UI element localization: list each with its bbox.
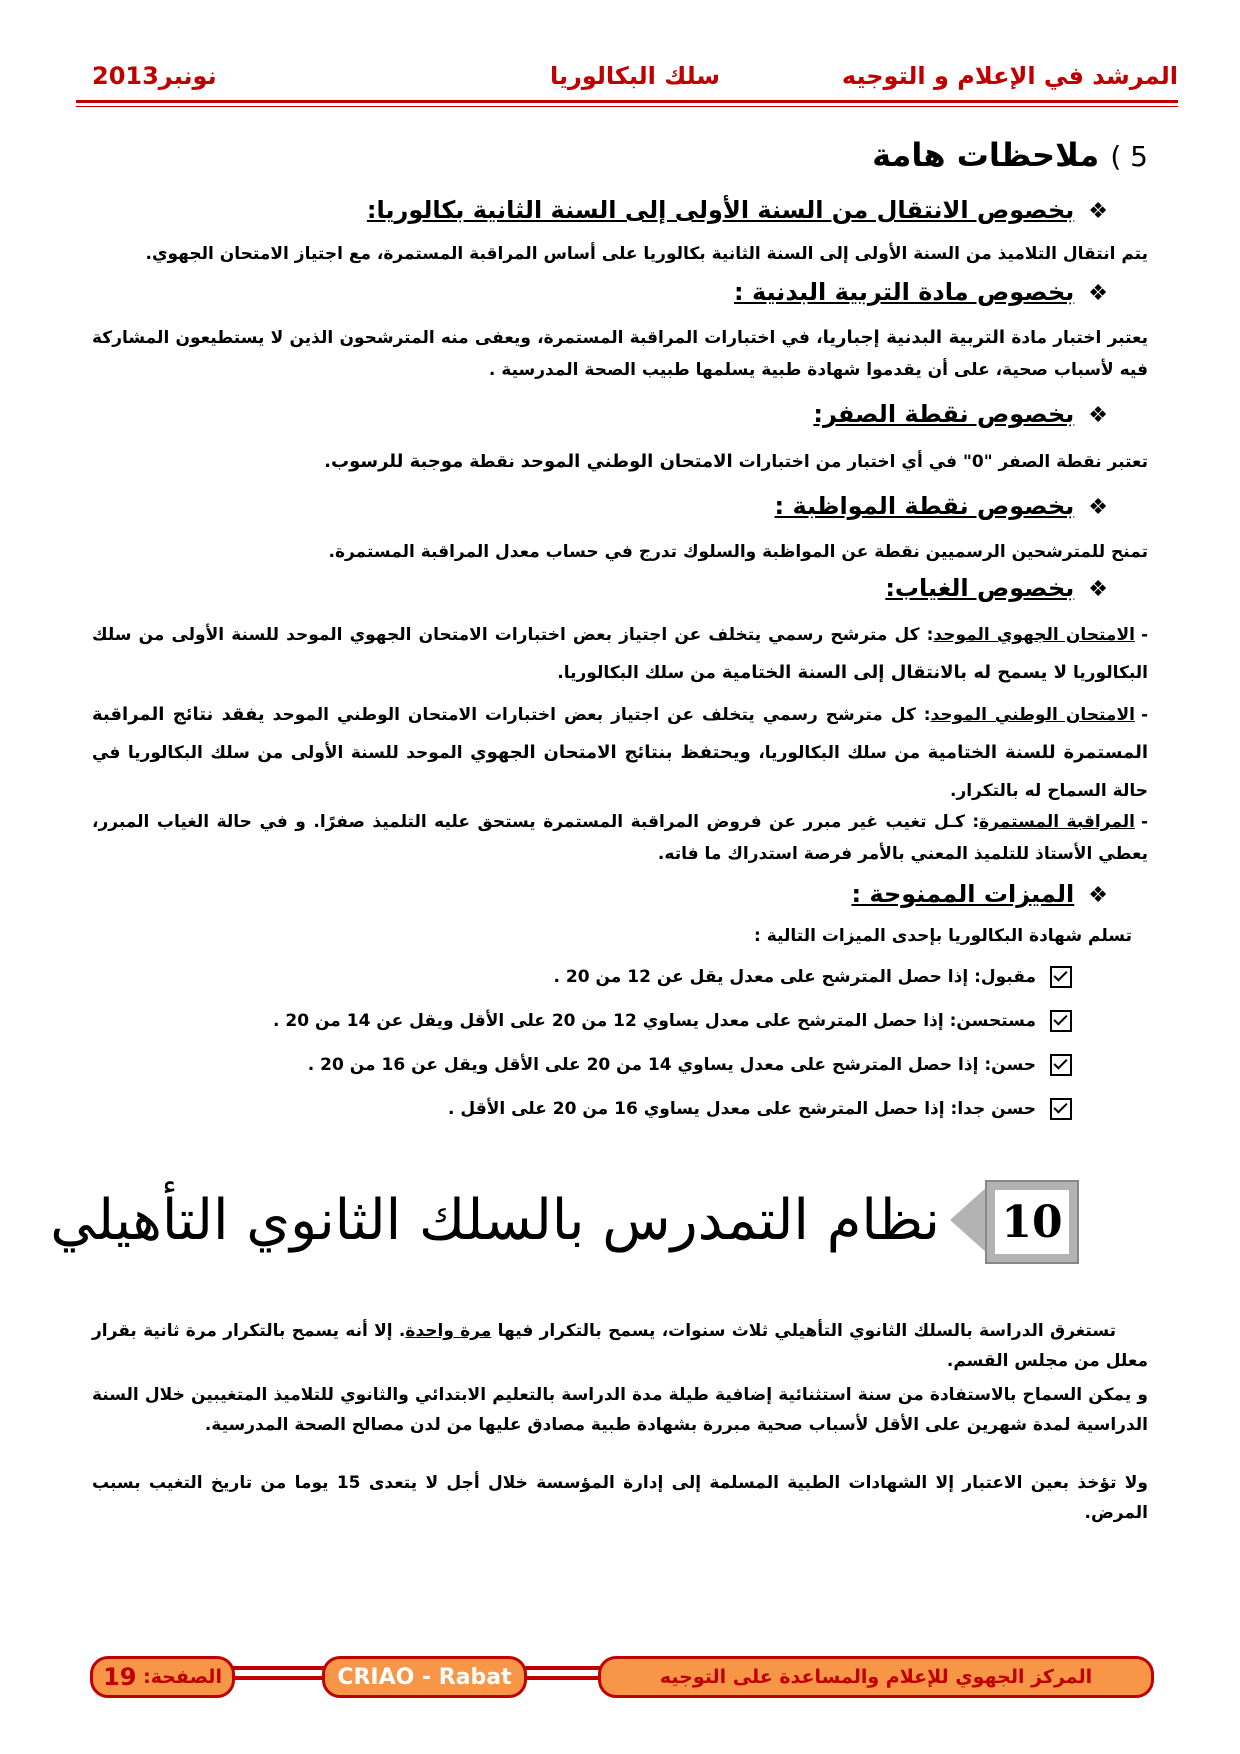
text-emphasis: لا يسمح له بالانتقال إلى السنة الختامية bbox=[721, 662, 1068, 683]
subheading-text: بخصوص نقطة الصفر: bbox=[813, 400, 1075, 428]
chapter-arrow-icon bbox=[950, 1186, 988, 1254]
diamond-bullet-icon: ❖ bbox=[1088, 281, 1108, 306]
diamond-bullet-icon: ❖ bbox=[1088, 577, 1108, 602]
chapter-title: نظام التمدرس بالسلك الثانوي التأهيلي bbox=[50, 1188, 940, 1253]
paragraph-medical-certificates: ولا تؤخذ بعين الاعتبار إلا الشهادات الطبية المسلمة إلى إدارة المؤسسة خلال أجل لا يتعدى 15 يوما من تاريخ التغيب بسبب المرض. bbox=[92, 1473, 1148, 1523]
header-guide-title: المرشد في الإعلام و التوجيه bbox=[841, 62, 1178, 90]
footer-line bbox=[520, 1666, 600, 1670]
paragraph-pe bbox=[92, 322, 1148, 386]
section-number: 5 ) bbox=[1110, 140, 1148, 173]
paragraph-attendance: تمنح للمترشحين الرسميين نقطة عن المواظبة والسلوك تدرج في حساب معدل المراقبة المستمرة. bbox=[328, 542, 1148, 562]
subheading-text: بخصوص الانتقال من السنة الأولى إلى السنة الثانية بكالوريا: bbox=[366, 196, 1075, 224]
mentions-list bbox=[92, 960, 1072, 1126]
diamond-bullet-icon: ❖ bbox=[1088, 495, 1108, 520]
subheading-pe bbox=[92, 278, 1108, 306]
paragraph-exceptional-year: و يمكن السماح بالاستفادة من سنة استثنائية إضافية طيلة مدة الدراسة بالتعليم الابتدائي والثانوي للتلاميذ المتغيبين خلال السنة الدراسية لمدة شهرين على الأقل لأسباب صحية مبررة بشهادة طبية مصادق عليها من لدن مصالح الصحة المدرسية. bbox=[92, 1385, 1148, 1435]
text-run: يعتبر اختبار مادة bbox=[1011, 328, 1148, 348]
paragraph-schooling-duration bbox=[92, 1316, 1148, 1376]
subheading-absence bbox=[92, 574, 1108, 602]
paragraph-absence-continuous bbox=[92, 806, 1148, 870]
paragraph-zero bbox=[92, 446, 1148, 478]
list-item bbox=[92, 1048, 1072, 1082]
chapter-number: 10 bbox=[995, 1190, 1069, 1254]
footer-line bbox=[225, 1666, 325, 1670]
paragraph-mentions-intro: تسلم شهادة البكالوريا بإحدى الميزات التالية : bbox=[754, 926, 1132, 946]
paragraph-absence-national bbox=[92, 696, 1148, 810]
list-item-text: مقبول: إذا حصل المترشح على معدل يقل عن 12 من 20 . bbox=[553, 967, 1036, 987]
footer-center-name: المركز الجهوي للإعلام والمساعدة على التوجيه bbox=[598, 1656, 1154, 1698]
subheading-text: بخصوص الغياب: bbox=[885, 574, 1075, 602]
subheading-transition bbox=[92, 196, 1108, 224]
checkbox-checked-icon bbox=[1050, 1098, 1072, 1120]
section-title-text: ملاحظات هامة bbox=[872, 136, 1100, 174]
checkbox-checked-icon bbox=[1050, 1054, 1072, 1076]
list-item-text: مستحسن: إذا حصل المترشح على معدل يساوي 12 من 20 على الأقل ويقل عن 14 من 20 . bbox=[273, 1011, 1036, 1031]
text-run: تستغرق الدراسة بالسلك الثانوي التأهيلي ثلاث سنوات، يسمح بالتكرار فيها bbox=[497, 1321, 1117, 1341]
footer-page-box bbox=[90, 1656, 235, 1698]
footer-line bbox=[520, 1676, 600, 1680]
footer-line bbox=[225, 1676, 325, 1680]
checkbox-checked-icon bbox=[1050, 966, 1072, 988]
subheading-text: بخصوص مادة التربية البدنية : bbox=[734, 278, 1075, 306]
text-run: : كل مترشح رسمي يتخلف عن اجتياز بعض اختبارات الامتحان الوطني الموحد bbox=[272, 705, 931, 725]
text-emphasis: موجبة للرسوب. bbox=[324, 451, 464, 472]
text-label: المراقبة المستمرة bbox=[979, 812, 1135, 832]
text-run: نقطة bbox=[469, 452, 515, 472]
header-cycle-title: سلك البكالوريا bbox=[549, 62, 721, 90]
diamond-bullet-icon: ❖ bbox=[1088, 199, 1108, 224]
chapter-number-box bbox=[985, 1180, 1079, 1264]
subheading-text: الميزات الممنوحة : bbox=[851, 880, 1075, 908]
list-item bbox=[92, 1092, 1072, 1126]
text-run: من سلك البكالوريا، bbox=[758, 743, 921, 763]
diamond-bullet-icon: ❖ bbox=[1088, 883, 1108, 908]
dash-bullet-icon: - bbox=[1140, 812, 1148, 832]
footer-page-label: الصفحة: bbox=[143, 1666, 222, 1688]
text-run: . إلا أنه يسمح بالتكرار مرة ثانية بقرار معلل من مجلس القسم. bbox=[92, 1321, 1148, 1371]
header-divider bbox=[76, 100, 1178, 103]
footer-org-code: CRIAO - Rabat bbox=[322, 1656, 527, 1698]
text-run: تعتبر نقطة الصفر "0" في أي اختبار من اختبارات bbox=[738, 452, 1148, 472]
section-title bbox=[92, 136, 1148, 174]
dash-bullet-icon: - bbox=[1140, 625, 1148, 645]
footer-page-number: 19 bbox=[103, 1663, 137, 1691]
paragraph-absence-regional bbox=[92, 616, 1148, 692]
dash-bullet-icon: - bbox=[1140, 705, 1149, 725]
text-emphasis: يفقد نتائج المراقبة المستمرة للسنة الختامية bbox=[92, 704, 1149, 763]
paragraph-transition: يتم انتقال التلاميذ من السنة الأولى إلى السنة الثانية بكالوريا على أساس المراقبة المستمرة، مع اجتياز الامتحان الجهوي. bbox=[145, 244, 1148, 264]
header-date: نونبر2013 bbox=[92, 62, 217, 90]
text-run: الموحد للسنة الأولى من سلك البكالوريا في حالة السماح له بالتكرار. bbox=[92, 743, 1148, 801]
text-run: : كل مترشح رسمي يتخلف عن اجتياز بعض اختبارات الامتحان الجهوي الموحد للسنة الأولى من سلك البكالوريا bbox=[92, 625, 1148, 683]
text-run: من سلك البكالوريا. bbox=[557, 663, 716, 683]
list-item-text: حسن جدا: إذا حصل المترشح على معدل يساوي 16 من 20 على الأقل . bbox=[448, 1099, 1036, 1119]
subheading-attendance bbox=[92, 492, 1108, 520]
subheading-text: بخصوص نقطة المواظبة : bbox=[774, 492, 1075, 520]
checkbox-checked-icon bbox=[1050, 1010, 1072, 1032]
text-run: ، في اختبارات المراقبة المستمرة، ويعفى منه المترشحون الذين لا يستطيعون المشاركة فيه لأسباب صحية، على أن يقدموا شهادة طبية يسلمها طبيب الصحة المدرسية . bbox=[92, 328, 1148, 380]
subheading-zero bbox=[92, 400, 1108, 428]
header-divider-thin bbox=[76, 106, 1178, 107]
list-item bbox=[92, 1004, 1072, 1038]
text-emphasis: الامتحان الوطني الموحد bbox=[520, 451, 733, 472]
subheading-mentions bbox=[92, 880, 1108, 908]
list-item-text: حسن: إذا حصل المترشح على معدل يساوي 14 من 20 على الأقل ويقل عن 16 من 20 . bbox=[307, 1055, 1036, 1075]
text-underlined: مرة واحدة bbox=[405, 1321, 492, 1341]
text-run: : كـل تغيب غير مبرر عن فروض المراقبة المستمرة يستحق عليه التلميذ صفرًا. و في حالة الغياب المبرر، يعطي الأستاذ للتلميذ المعني بالأمر فرصة استدراك ما فاته. bbox=[92, 812, 1148, 864]
text-label: الامتحان الجهوي الموحد bbox=[933, 625, 1135, 645]
text-label: الامتحان الوطني الموحد bbox=[930, 705, 1135, 725]
diamond-bullet-icon: ❖ bbox=[1088, 403, 1108, 428]
list-item bbox=[92, 960, 1072, 994]
page-header bbox=[92, 58, 1178, 98]
text-emphasis: التربية البدنية إجباريا bbox=[822, 327, 1006, 348]
text-emphasis: ويحتفظ بنتائج الامتحان الجهوي bbox=[470, 742, 751, 763]
